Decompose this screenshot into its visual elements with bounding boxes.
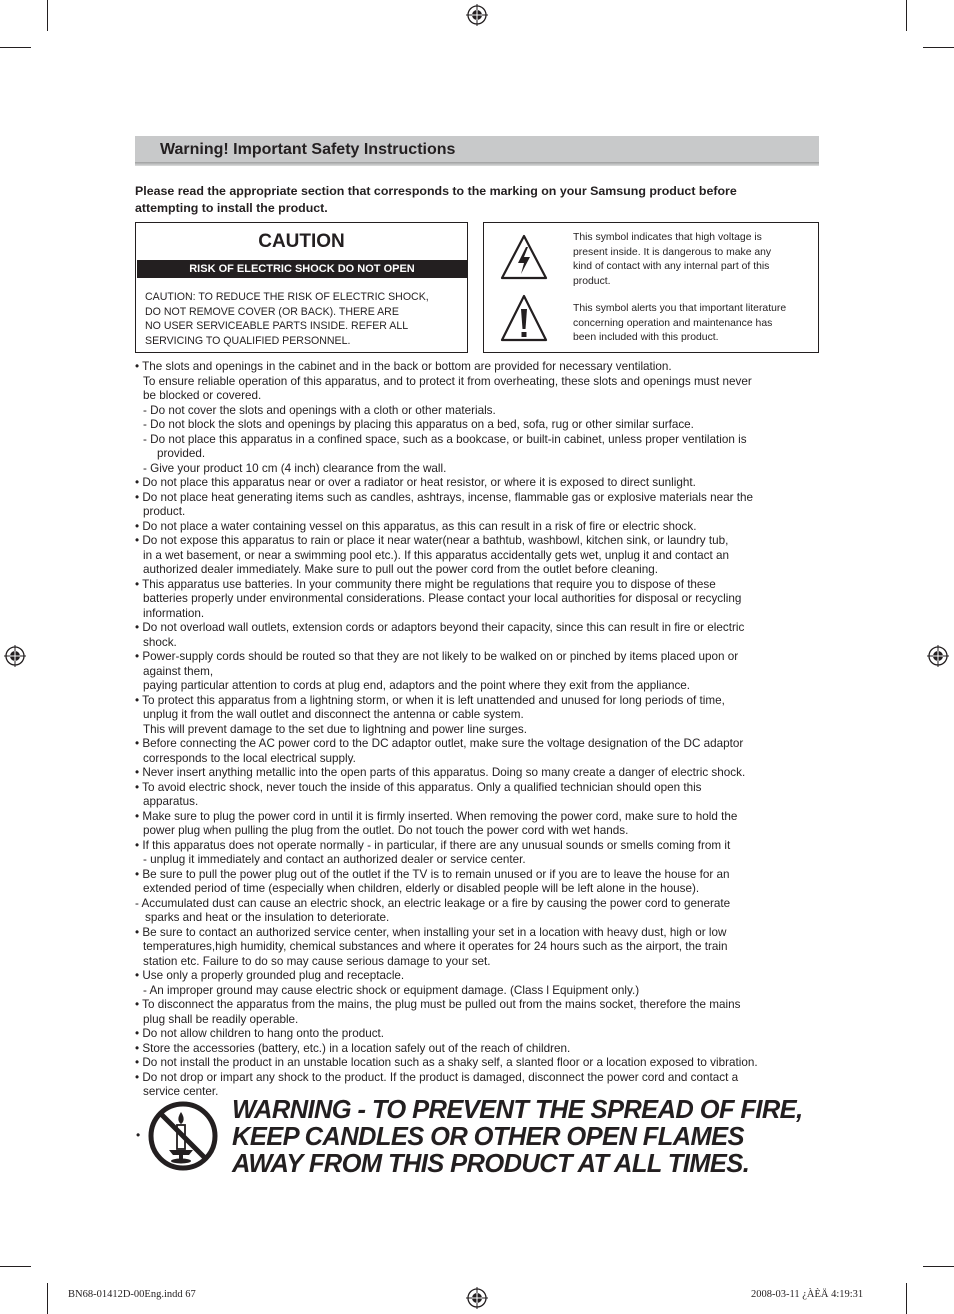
instruction-line: • The slots and openings in the cabinet and in the back or bottom are provided for necessary ventilation. xyxy=(135,360,672,373)
literature-symbol-line: This symbol alerts you that important literature xyxy=(573,303,787,314)
instruction-line: - Accumulated dust can cause an electric shock, an electric leakage or a fire by causing the power cord to generate xyxy=(135,896,731,910)
intro-line: Please read the appropriate section that corresponds to the marking on your Samsung product before xyxy=(135,184,737,198)
instruction-line: unplug it from the wall outlet and disconnect the antenna or cable system. xyxy=(143,708,524,721)
instruction-line: paying particular attention to cords at plug end, adaptors and the point where they exit from the appliance. xyxy=(143,679,691,692)
instruction-line: authorized dealer immediately. Make sure to pull out the power cord from the outlet before cleaning. xyxy=(143,563,658,576)
instruction-line: - Do not block the slots and openings by placing this apparatus on a bed, sofa, rug or other similar surface. xyxy=(143,418,694,431)
literature-symbol-line: been included with this product. xyxy=(573,332,719,343)
caution-line: CAUTION: TO REDUCE THE RISK OF ELECTRIC SHOCK, xyxy=(145,291,429,303)
voltage-symbol-text xyxy=(573,231,816,289)
caution-line: NO USER SERVICEABLE PARTS INSIDE. REFER ALL xyxy=(145,320,409,332)
footer-filename: BN68-01412D-00Eng.indd 67 xyxy=(68,1289,196,1300)
instruction-line: provided. xyxy=(157,447,206,460)
instruction-line: • To disconnect the apparatus from the mains, the plug must be pulled out from the mains socket, therefore the mains xyxy=(135,998,741,1011)
instruction-line: service center. xyxy=(143,1085,219,1098)
voltage-symbol-line: This symbol indicates that high voltage is xyxy=(573,232,762,243)
literature-symbol-line: concerning operation and maintenance has xyxy=(573,317,773,329)
caution-box xyxy=(135,222,468,353)
instruction-line: • Do not expose this apparatus to rain or place it near water(near a bathtub, washbowl, kitchen sink, or laundry tub, xyxy=(135,534,729,547)
registration-mark-icon xyxy=(466,4,488,26)
instruction-line: shock. xyxy=(143,635,177,649)
crop-mark xyxy=(906,1283,907,1314)
symbol-box xyxy=(483,222,819,353)
instruction-line: • Do not overload wall outlets, extension cords or adaptors beyond their capacity, since this can result in fire or electric xyxy=(135,621,745,634)
crop-mark xyxy=(0,1266,31,1267)
warning-bullet: • xyxy=(136,1128,141,1142)
fire-warning-line: AWAY FROM THIS PRODUCT AT ALL TIMES. xyxy=(232,1150,750,1178)
voltage-symbol-line: kind of contact with any internal part of this xyxy=(573,261,770,272)
instruction-line: - Do not cover the slots and openings with a cloth or other materials. xyxy=(143,403,496,417)
instruction-line: • Before connecting the AC power cord to the DC adaptor outlet, make sure the voltage designation of the DC adaptor xyxy=(135,737,744,750)
instruction-line: • Do not drop or impart any shock to the product. If the product is damaged, disconnect the power cord and contact a xyxy=(135,1070,739,1084)
instruction-line: • Never insert anything metallic into the open parts of this apparatus. Doing so many create a danger of electric shock. xyxy=(135,766,746,779)
instruction-line: • If this apparatus does not operate normally - in particular, if there are any unusual sounds or smells coming from it xyxy=(135,838,731,852)
instruction-line: • Store the accessories (battery, etc.) in a location safely out of the reach of children. xyxy=(135,1041,571,1055)
instruction-line: - unplug it immediately and contact an authorized dealer or service center. xyxy=(143,853,526,866)
crop-mark xyxy=(906,0,907,31)
instruction-line: product. xyxy=(143,505,186,518)
instruction-line: - Do not place this apparatus in a confined space, such as a bookcase, or built-in cabinet, unless proper ventilation is xyxy=(143,432,747,446)
instruction-line: be blocked or covered. xyxy=(143,389,262,402)
instruction-line: • This apparatus use batteries. In your community there might be regulations that require you to dispose of these xyxy=(135,577,716,591)
no-candles-icon xyxy=(147,1100,219,1172)
literature-symbol-text xyxy=(573,302,816,346)
instruction-line: • Do not install the product in an unstable location such as a shaky self, a slanted floor or a location exposed to vibration. xyxy=(135,1056,758,1069)
voltage-symbol-line: product. xyxy=(573,275,611,287)
registration-mark-icon xyxy=(466,1287,488,1309)
footer-timestamp: 2008-03-11 ¿ÀÈÄ 4:19:31 xyxy=(751,1289,864,1300)
instruction-line: - Give your product 10 cm (4 inch) clearance from the wall. xyxy=(143,461,447,475)
instruction-line: sparks and heat or the insulation to deteriorate. xyxy=(145,911,390,924)
voltage-symbol-line: present inside. It is dangerous to make any xyxy=(573,246,772,258)
instruction-line: - An improper ground may cause electric shock or equipment damage. (Class l Equipment only.) xyxy=(143,983,640,997)
caution-text xyxy=(145,290,463,348)
instruction-line: temperatures,high humidity, chemical substances and where it operates for 24 hours such as the airport, the train xyxy=(143,940,728,953)
fire-warning-line: WARNING - TO PREVENT THE SPREAD OF FIRE, xyxy=(232,1096,803,1124)
caution-line: SERVICING TO QUALIFIED PERSONNEL. xyxy=(145,334,351,347)
instruction-line: plug shall be readily operable. xyxy=(143,1012,299,1026)
section-title: Warning! Important Safety Instructions xyxy=(160,141,456,158)
caution-title: CAUTION xyxy=(258,231,345,252)
header-rule xyxy=(135,162,819,166)
instruction-line: • Do not place heat generating items such as candles, ashtrays, incense, flammable gas or explosive materials near the xyxy=(135,490,754,504)
crop-mark xyxy=(923,47,954,48)
instruction-line: • Do not place a water containing vessel on this apparatus, as this can result in a risk of fire or electric shock. xyxy=(135,519,697,533)
caution-strip: RISK OF ELECTRIC SHOCK DO NOT OPEN xyxy=(137,260,467,278)
intro-line: attempting to install the product. xyxy=(135,201,328,215)
instruction-line: station etc. Failure to do so may cause serious damage to your set. xyxy=(143,954,491,968)
instruction-line: apparatus. xyxy=(143,795,199,808)
instruction-line: • Do not place this apparatus near or over a radiator or heat resistor, or where it is exposed to direct sunlight. xyxy=(135,476,696,489)
caution-line: DO NOT REMOVE COVER (OR BACK). THERE ARE xyxy=(145,305,399,318)
instruction-line: • Do not allow children to hang onto the product. xyxy=(135,1027,385,1040)
instruction-line: batteries properly under environmental considerations. Please contact your local authorities for disposal or recycling xyxy=(143,592,742,605)
fire-warning-text xyxy=(232,1097,832,1178)
crop-mark xyxy=(47,0,48,31)
fire-warning-line: KEEP CANDLES OR OTHER OPEN FLAMES xyxy=(232,1123,744,1151)
crop-mark xyxy=(923,1266,954,1267)
crop-mark xyxy=(0,47,31,48)
instruction-line: information. xyxy=(143,606,205,620)
instruction-line: in a wet basement, or near a swimming pool etc.). If this apparatus accidentally gets wet, unplug it and contact an xyxy=(143,548,729,562)
intro-paragraph xyxy=(135,183,819,217)
instruction-line: corresponds to the local electrical supply. xyxy=(143,751,356,765)
instruction-line: • Make sure to plug the power cord in until it is firmly inserted. When removing the power cord, make sure to hold the xyxy=(135,809,738,823)
instruction-line: To ensure reliable operation of this apparatus, and to protect it from overheating, these slots and openings must never xyxy=(143,374,752,388)
exclamation-warning-icon xyxy=(499,293,549,343)
section-header xyxy=(135,136,819,162)
instruction-line: • Use only a properly grounded plug and receptacle. xyxy=(135,969,405,982)
instruction-line: • To avoid electric shock, never touch the inside of this apparatus. Only a qualified technician should open this xyxy=(135,780,702,794)
instruction-line: power plug when pulling the plug from the outlet. Do not touch the power cord with wet hands. xyxy=(143,824,629,837)
crop-mark xyxy=(47,1283,48,1314)
instruction-line: This will prevent damage to the set due to lightning and power line surges. xyxy=(143,722,527,736)
instruction-line: • Be sure to pull the power plug out of the outlet if the TV is to remain unused or if you are to leave the house for an xyxy=(135,867,730,881)
instruction-line: • Be sure to contact an authorized service center, when installing your set in a location with heavy dust, high or low xyxy=(135,925,727,939)
registration-mark-icon xyxy=(4,645,26,667)
high-voltage-warning-icon xyxy=(499,233,549,281)
instruction-line: extended period of time (especially when children, elderly or disabled people will be left alone in the house). xyxy=(143,882,700,895)
instructions-list xyxy=(135,360,819,1100)
instruction-line: • To protect this apparatus from a lightning storm, or when it is left unattended and unused for long periods of time, xyxy=(135,693,725,707)
registration-mark-icon xyxy=(927,645,949,667)
instruction-line: against them, xyxy=(143,664,214,678)
instruction-line: • Power-supply cords should be routed so that they are not likely to be walked on or pinched by items placed upon or xyxy=(135,650,739,663)
